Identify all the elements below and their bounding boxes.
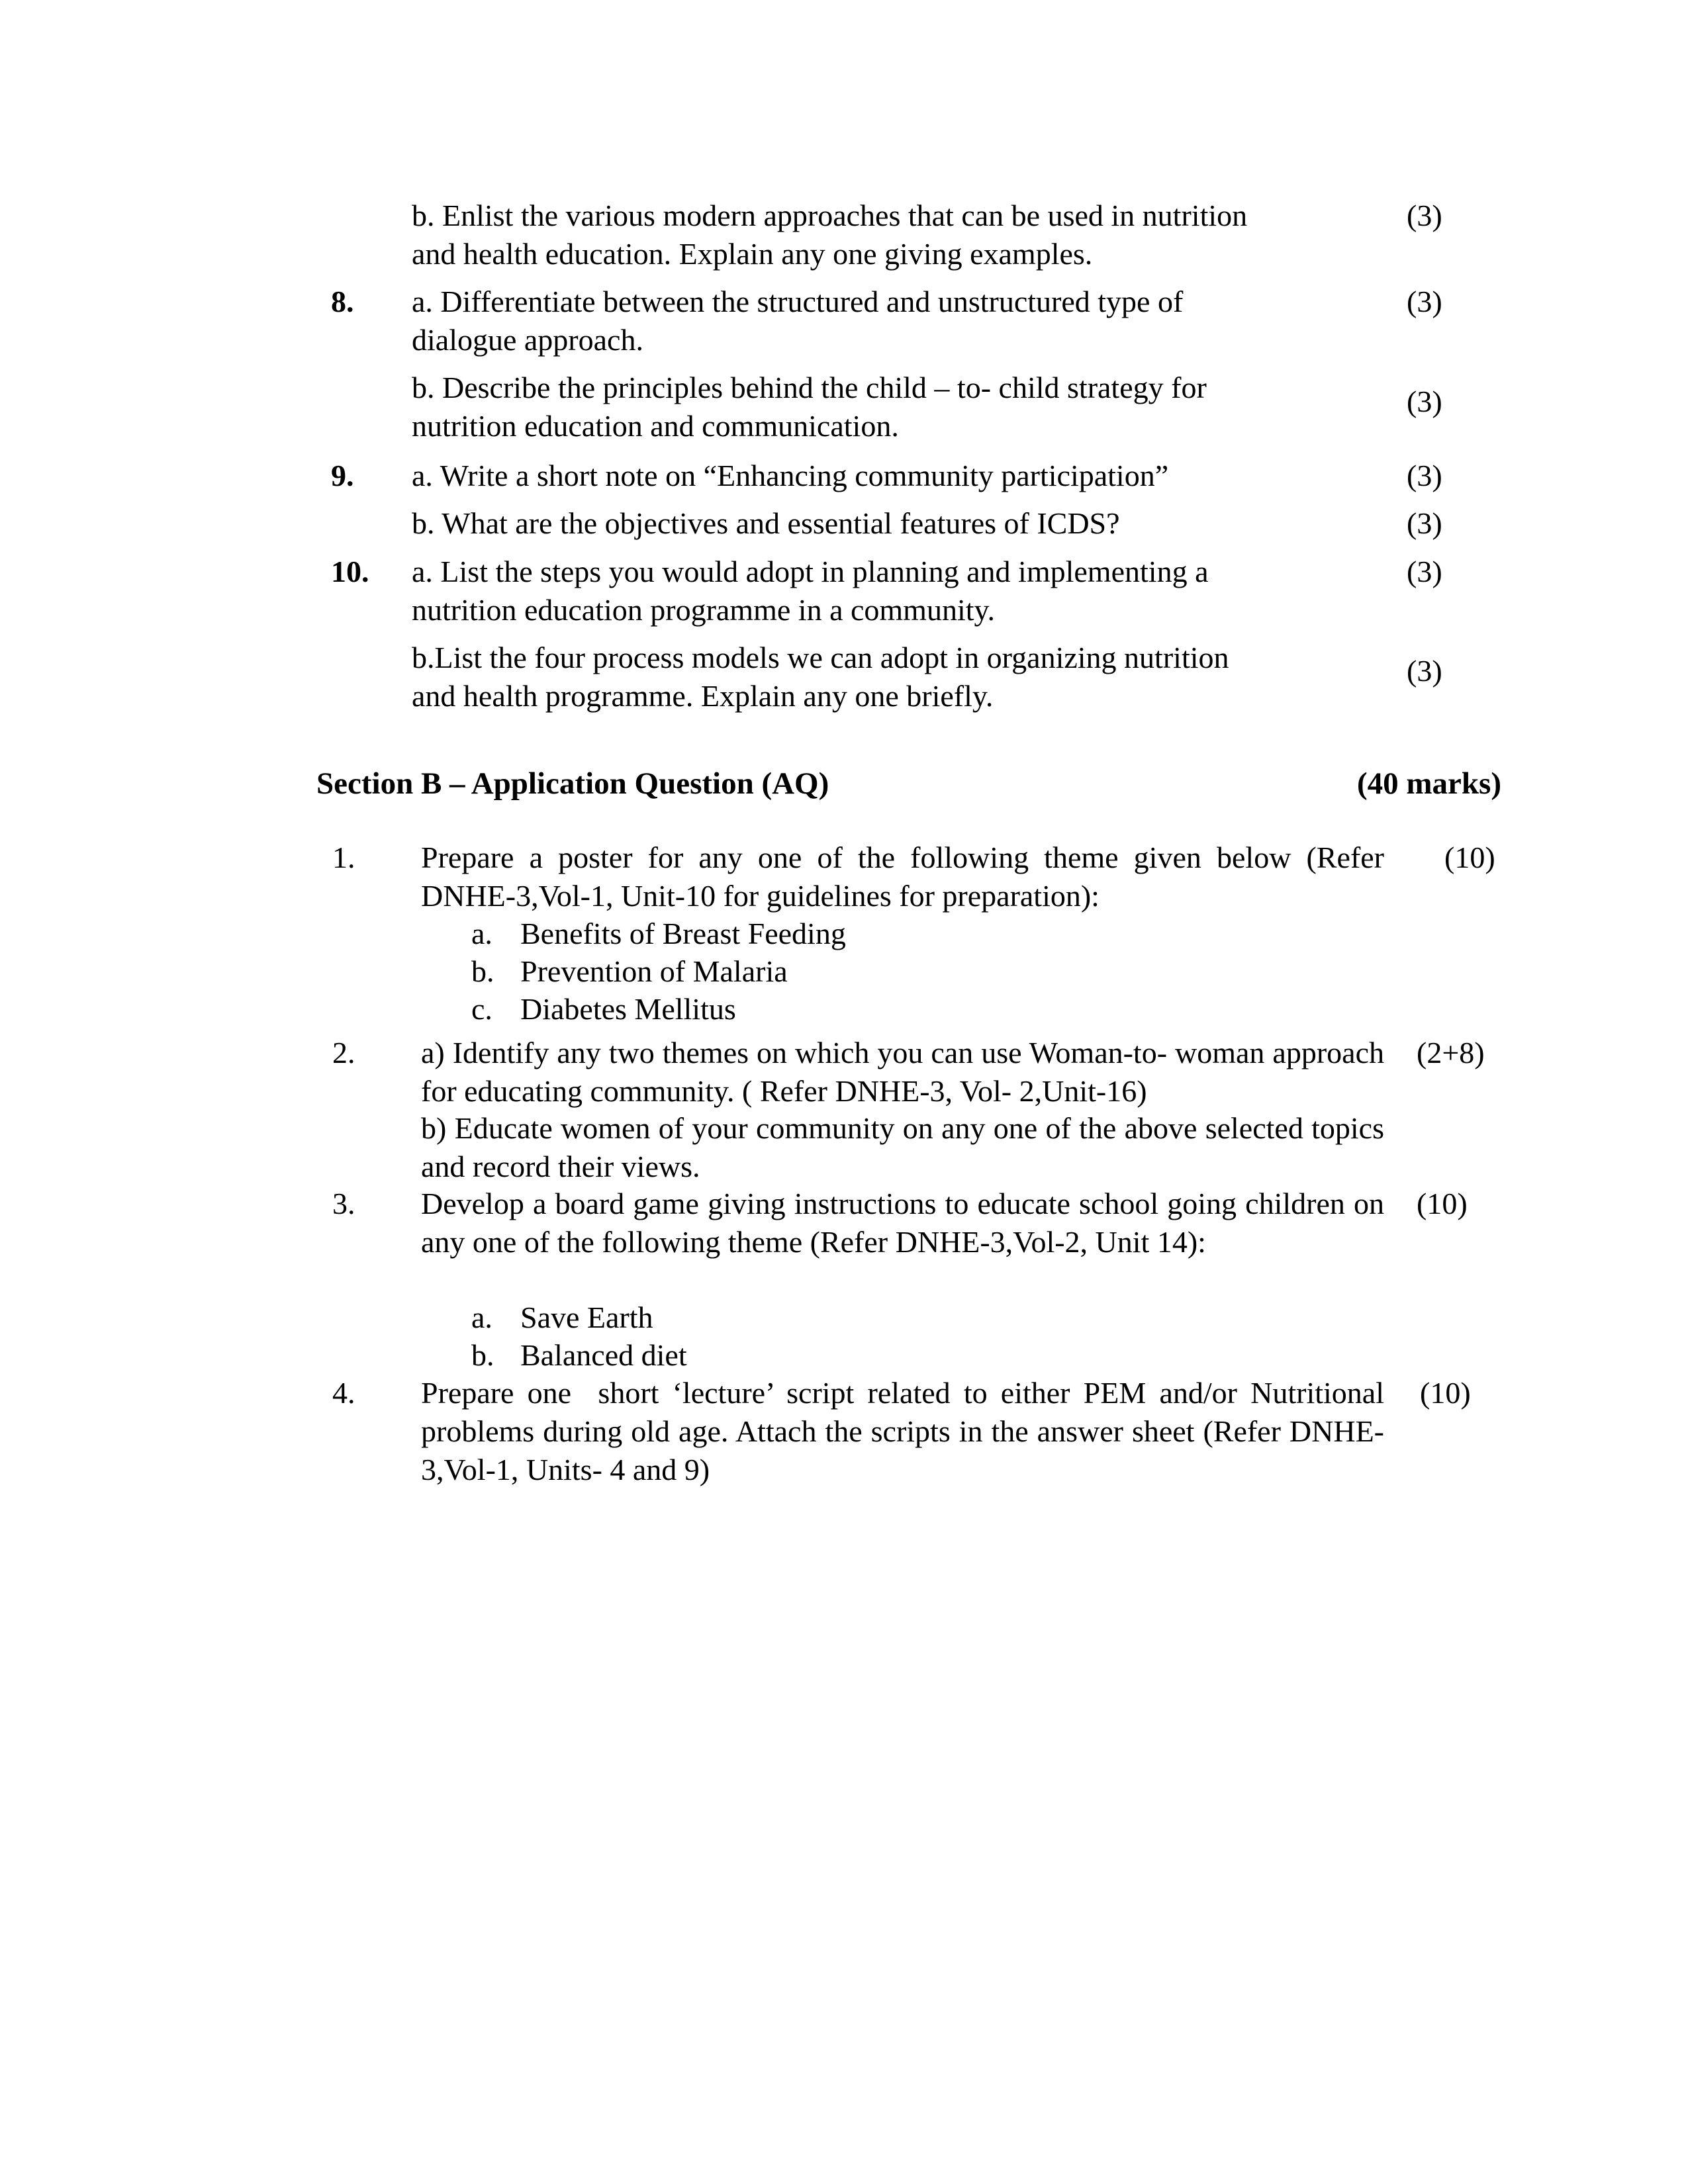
question-10a-marks: (3) xyxy=(1407,555,1442,588)
question-10a-line-1: a. List the steps you would adopt in planning and implementing a xyxy=(412,555,1209,588)
question-8b-line-2: nutrition education and communication. xyxy=(412,409,899,443)
question-7b-line-1: b. Enlist the various modern approaches that can be used in nutrition xyxy=(412,199,1248,232)
section-b-q4-number: 4. xyxy=(332,1376,355,1410)
section-b-q1-sub-b-label: b. xyxy=(471,954,494,988)
section-b-q1-number: 1. xyxy=(332,841,355,874)
section-b-q2-marks: (2+8) xyxy=(1417,1036,1485,1069)
section-b-q4-marks: (10) xyxy=(1420,1376,1471,1410)
section-b-q3-text: Develop a board game giving instructions to educate school going children on any one of the following theme (Refer DNHE-3,Vol-2, Unit 14): xyxy=(421,1187,1384,1259)
question-7b-marks: (3) xyxy=(1407,199,1442,232)
section-b-q1-text: Prepare a poster for any one of the following theme given below (Refer DNHE-3,Vol-1, Unit-10 for guidelines for preparation): xyxy=(421,841,1384,913)
section-b-q1-sub-a-text: Benefits of Breast Feeding xyxy=(520,917,846,950)
section-b-q3-sub-b-label: b. xyxy=(471,1338,494,1372)
section-b-q1-sub-c-label: c. xyxy=(471,992,492,1026)
question-8b-line-1: b. Describe the principles behind the child – to- child strategy for xyxy=(412,371,1207,404)
section-b-q2-number: 2. xyxy=(332,1036,355,1069)
question-10a-line-2: nutrition education programme in a community. xyxy=(412,593,996,627)
question-9b-marks: (3) xyxy=(1407,506,1442,540)
question-9a-line-1: a. Write a short note on “Enhancing community participation” xyxy=(412,459,1169,492)
question-8a-marks: (3) xyxy=(1407,285,1442,318)
section-b-heading: Section B – Application Question (AQ) xyxy=(316,766,829,801)
section-b-marks: (40 marks) xyxy=(1357,766,1501,801)
section-b-q4-text: Prepare one short ‘lecture’ script related to either PEM and/or Nutritional problems during old age. Attach the scripts in the answer sheet (Refer DNHE-3,Vol-1, Units- 4 and 9) xyxy=(421,1376,1392,1486)
section-b-q1-sub-a-label: a. xyxy=(471,917,492,950)
section-b-q1-sub-b-text: Prevention of Malaria xyxy=(520,954,788,988)
question-8-number: 8. xyxy=(331,285,354,318)
question-10-number: 10. xyxy=(331,555,369,588)
section-b-q3-number: 3. xyxy=(332,1187,355,1220)
question-10b-line-1: b.List the four process models we can adopt in organizing nutrition xyxy=(412,641,1229,674)
question-10b-marks: (3) xyxy=(1407,654,1442,688)
section-b-q3-sub-a-text: Save Earth xyxy=(520,1300,653,1334)
question-9b-line-1: b. What are the objectives and essential features of ICDS? xyxy=(412,506,1120,540)
question-9a-marks: (3) xyxy=(1407,459,1442,492)
section-b-q3-sub-a-label: a. xyxy=(471,1300,492,1334)
section-b-q1-sub-c-text: Diabetes Mellitus xyxy=(520,992,736,1026)
question-8a-line-2: dialogue approach. xyxy=(412,323,643,357)
question-8a-line-1: a. Differentiate between the structured and unstructured type of xyxy=(412,285,1184,318)
section-b-q3-sub-b-text: Balanced diet xyxy=(520,1338,687,1372)
question-7b-line-2: and health education. Explain any one giving examples. xyxy=(412,237,1093,271)
question-10b-line-2: and health programme. Explain any one briefly. xyxy=(412,679,994,713)
section-b-q3-marks: (10) xyxy=(1417,1187,1468,1220)
question-8b-marks: (3) xyxy=(1407,385,1442,418)
question-9-number: 9. xyxy=(331,459,354,492)
section-b-q1-marks: (10) xyxy=(1444,841,1495,874)
section-b-q2-text-b: b) Educate women of your community on any one of the above selected topics and record their views. xyxy=(421,1111,1384,1183)
section-b-q2-text-a: a) Identify any two themes on which you can use Woman-to- woman approach for educating community. ( Refer DNHE-3, Vol- 2,Unit-16) xyxy=(421,1036,1384,1108)
